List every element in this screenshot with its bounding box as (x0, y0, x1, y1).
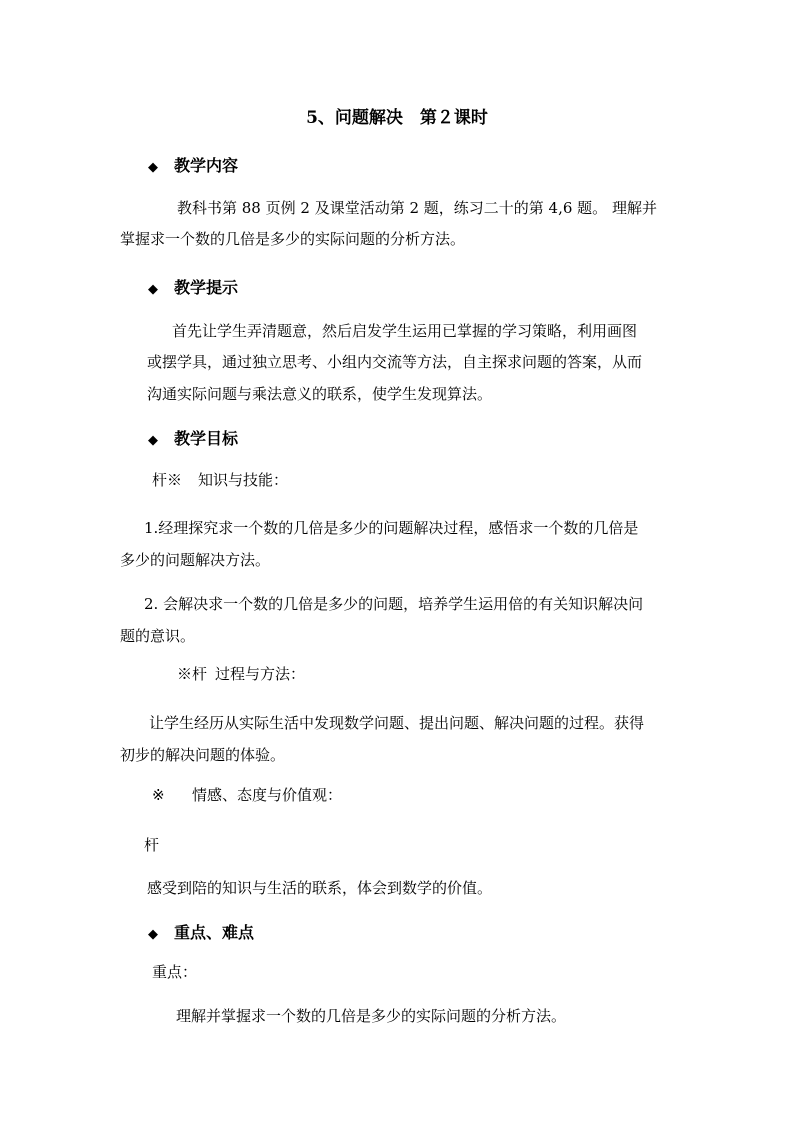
subheading-marker: ※ (152, 786, 165, 804)
subheading-marker: ※杆 (177, 665, 208, 683)
paragraph-line: 让学生经历从实际生活中发现数学问题、提出问题、解决问题的过程。获得 (149, 714, 645, 732)
paragraph-line: 1.经理探究求一个数的几倍是多少的问题解决过程，感悟求一个数的几倍是 (144, 519, 639, 537)
section-heading-goals (148, 429, 238, 451)
subheading-marker: 杆※ (152, 471, 183, 489)
paragraph-line: 沟通实际问题与乘法意义的联系，使学生发现算法。 (147, 385, 493, 403)
paragraph-line: 首先让学生弄清题意，然后启发学生运用已掌握的学习策略，利用画图 (172, 322, 638, 340)
section-heading-content (148, 156, 238, 178)
diamond-bullet-icon: ◆ (148, 160, 158, 175)
paragraph-line: 理解并掌握求一个数的几倍是多少的实际问题的分析方法。 (176, 1007, 567, 1025)
section-heading-key (148, 923, 254, 945)
paragraph-line: 初步的解决问题的体验。 (120, 746, 286, 764)
subheading-keypoint: 重点： (152, 963, 198, 981)
subheading-label: 知识与技能： (198, 471, 289, 489)
subheading-knowledge (152, 470, 288, 490)
subheading-process (177, 664, 305, 684)
subheading-label: 情感、态度与价值观： (192, 786, 343, 804)
subheading-extra-marker: 杆 (144, 836, 160, 854)
section-heading-label: 教学内容 (174, 156, 239, 175)
section-heading-hint (148, 278, 238, 300)
paragraph-line: 题的意识。 (120, 627, 196, 645)
paragraph-line: 或摆学具，通过独立思考、小组内交流等方法，自主探求问题的答案，从而 (147, 353, 643, 371)
section-heading-label: 教学提示 (174, 278, 239, 297)
subheading-emotion (152, 785, 342, 805)
diamond-bullet-icon: ◆ (148, 433, 158, 448)
paragraph-line: 掌握求一个数的几倍是多少的实际问题的分析方法。 (120, 230, 466, 248)
paragraph-line: 2. 会解决求一个数的几倍是多少的问题，培养学生运用倍的有关知识解决问 (144, 595, 644, 613)
paragraph-line: 教科书第 88 页例 2 及课堂活动第 2 题，练习二十的第 4,6 题。 理解并 (177, 199, 657, 217)
section-heading-label: 重点、难点 (174, 923, 255, 942)
page-title: 5、问题解决 第２课时 (306, 108, 488, 128)
diamond-bullet-icon: ◆ (148, 282, 158, 297)
paragraph-line: 多少的问题解决方法。 (120, 551, 271, 569)
subheading-label: 过程与方法： (215, 665, 306, 683)
section-heading-label: 教学目标 (174, 429, 239, 448)
paragraph-line: 感受到陪的知识与生活的联系，体会到数学的价值。 (147, 879, 493, 897)
diamond-bullet-icon: ◆ (148, 927, 158, 942)
